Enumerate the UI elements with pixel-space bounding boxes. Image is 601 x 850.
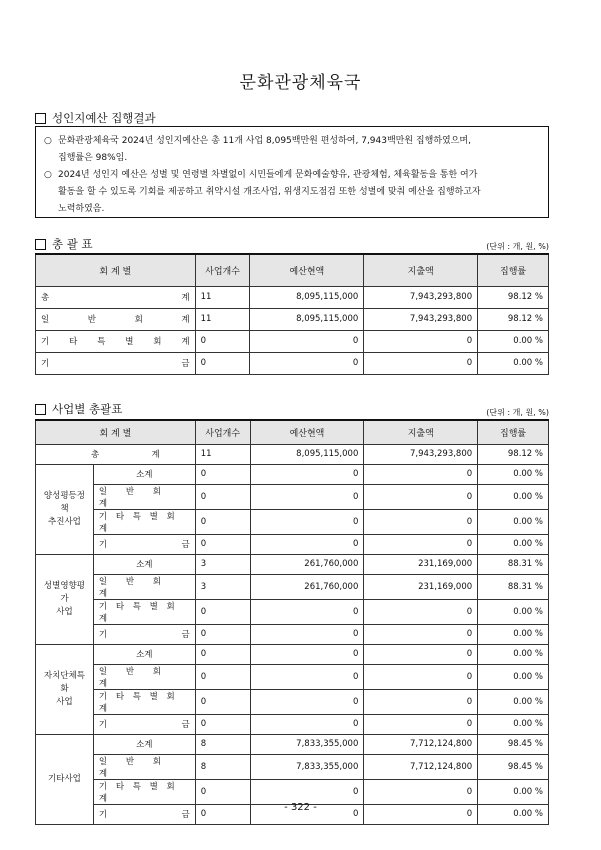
row-label: 총 계 (36, 444, 196, 464)
count-cell: 8 (195, 734, 250, 754)
budget-cell: 0 (250, 534, 364, 554)
special-account-label: 기 타 특 별 회 계 (93, 509, 195, 534)
count-cell: 0 (195, 779, 250, 804)
budget-cell: 0 (250, 804, 364, 824)
count-cell: 3 (195, 554, 250, 574)
rate-cell: 0.00 % (478, 352, 549, 374)
table-row (36, 352, 549, 374)
spent-cell: 0 (364, 779, 478, 804)
budget-cell: 0 (250, 330, 364, 352)
spent-cell: 231,169,000 (364, 574, 478, 599)
summary-item-2 (44, 167, 540, 218)
special-account-label: 기 타 특 별 회 계 (93, 689, 195, 714)
row-label: 총 계 (36, 286, 196, 308)
circle-bullet-icon: ○ (44, 136, 52, 146)
count-cell: 0 (195, 664, 250, 689)
table-row (36, 599, 549, 624)
checkbox-square-icon (35, 113, 46, 124)
col-header: 집행률 (478, 254, 549, 286)
spent-cell: 0 (364, 352, 478, 374)
budget-cell: 0 (250, 624, 364, 644)
rate-cell: 0.00 % (478, 464, 549, 484)
general-account-label: 일 반 회 계 (93, 574, 195, 599)
section-heading-by-project (35, 401, 122, 417)
page-title: 문화관광체육국 (239, 73, 362, 93)
count-cell: 8 (195, 754, 250, 779)
table-row (36, 689, 549, 714)
general-account-label: 일 반 회 계 (93, 664, 195, 689)
rate-cell: 0.00 % (478, 804, 549, 824)
group-name: 기타사업 (36, 734, 94, 824)
spent-cell: 0 (364, 804, 478, 824)
table-row (36, 574, 549, 599)
summary-box (35, 126, 549, 218)
rate-cell: 88.31 % (478, 574, 549, 599)
col-header: 예산현액 (250, 420, 364, 444)
special-account-label: 기 타 특 별 회 계 (93, 779, 195, 804)
general-account-label: 일 반 회 계 (93, 484, 195, 509)
table-row (36, 464, 549, 484)
rate-cell: 0.00 % (478, 624, 549, 644)
summary-item-1 (44, 133, 540, 167)
table-row (36, 286, 549, 308)
table-row (36, 330, 549, 352)
subtotal-label: 소계 (93, 464, 195, 484)
table-row (36, 554, 549, 574)
col-header: 사업개수 (195, 254, 250, 286)
row-label: 기 타 특 별 회 계 (36, 330, 196, 352)
spent-cell: 7,712,124,800 (364, 734, 478, 754)
rate-cell: 0.00 % (478, 484, 549, 509)
summary-text: 문화관광체육국 2024년 성인지예산은 총 11개 사업 8,095백만원 편성하여, 7,943백만원 집행하였으며, 집행률은 98%임. (58, 136, 471, 163)
table-row (36, 734, 549, 754)
rate-cell: 0.00 % (478, 689, 549, 714)
rate-cell: 98.12 % (478, 444, 549, 464)
rate-cell: 98.45 % (478, 754, 549, 779)
rate-cell: 0.00 % (478, 599, 549, 624)
col-header: 사업개수 (195, 420, 250, 444)
budget-cell: 7,833,355,000 (250, 734, 364, 754)
col-header: 지출액 (364, 420, 478, 444)
col-header: 회 계 별 (36, 254, 196, 286)
table-row (36, 779, 549, 804)
spent-cell: 0 (364, 330, 478, 352)
table-header-row (36, 420, 549, 444)
section-title: 사업별 총괄표 (52, 402, 123, 416)
spent-cell: 0 (364, 534, 478, 554)
count-cell: 0 (195, 534, 250, 554)
count-cell: 0 (195, 689, 250, 714)
subtotal-label: 소계 (93, 734, 195, 754)
spent-cell: 0 (364, 484, 478, 509)
table-row (36, 754, 549, 779)
special-account-label: 기 타 특 별 회 계 (93, 599, 195, 624)
col-header: 집행률 (478, 420, 549, 444)
rate-cell: 98.12 % (478, 286, 549, 308)
table-row (36, 484, 549, 509)
section-heading-summary (35, 110, 156, 126)
spent-cell: 0 (364, 509, 478, 534)
rate-cell: 0.00 % (478, 664, 549, 689)
fund-label: 기 금 (93, 624, 195, 644)
count-cell: 0 (195, 330, 250, 352)
count-cell: 0 (195, 644, 250, 664)
fund-label: 기 금 (93, 804, 195, 824)
summary-text: 2024년 성인지 예산은 성별 및 연령별 차별없이 시민들에게 문화예술향유, 관광체험, 체육활동을 통한 여가 활동을 할 수 있도록 기회를 제공하고 취약시설 개조사업, 위생지도점검 또한 성별에 맞춰 예산을 집행하고자 노력하였음. (58, 170, 481, 214)
budget-cell: 0 (250, 779, 364, 804)
count-cell: 0 (195, 624, 250, 644)
count-cell: 0 (195, 352, 250, 374)
count-cell: 0 (195, 509, 250, 534)
table-row (36, 534, 549, 554)
rate-cell: 0.00 % (478, 330, 549, 352)
spent-cell: 0 (364, 664, 478, 689)
by-project-table (35, 419, 549, 825)
budget-cell: 0 (250, 464, 364, 484)
count-cell: 0 (195, 804, 250, 824)
count-cell: 0 (195, 464, 250, 484)
count-cell: 0 (195, 484, 250, 509)
budget-cell: 7,833,355,000 (250, 754, 364, 779)
budget-cell: 261,760,000 (250, 554, 364, 574)
count-cell: 11 (195, 444, 250, 464)
rate-cell: 0.00 % (478, 509, 549, 534)
overview-table (35, 253, 549, 375)
budget-cell: 0 (250, 599, 364, 624)
row-label: 기 금 (36, 352, 196, 374)
table-header-row (36, 254, 549, 286)
spent-cell: 7,943,293,800 (364, 286, 478, 308)
unit-label: (단위 : 개, 원, %) (486, 408, 549, 417)
table-row (36, 644, 549, 664)
table-row (36, 664, 549, 689)
general-account-label: 일 반 회 계 (93, 754, 195, 779)
col-header: 회 계 별 (36, 420, 196, 444)
count-cell: 0 (195, 714, 250, 734)
rate-cell: 0.00 % (478, 644, 549, 664)
group-name: 양성평등정책 추진사업 (36, 464, 94, 554)
budget-cell: 0 (250, 352, 364, 374)
spent-cell: 0 (364, 689, 478, 714)
checkbox-square-icon (35, 404, 46, 415)
subtotal-label: 소계 (93, 644, 195, 664)
rate-cell: 0.00 % (478, 714, 549, 734)
col-header: 지출액 (364, 254, 478, 286)
circle-bullet-icon: ○ (44, 170, 52, 180)
rate-cell: 98.12 % (478, 308, 549, 330)
spent-cell: 7,712,124,800 (364, 754, 478, 779)
count-cell: 3 (195, 574, 250, 599)
rate-cell: 0.00 % (478, 534, 549, 554)
checkbox-square-icon (35, 239, 46, 250)
table-row (36, 308, 549, 330)
budget-cell: 8,095,115,000 (250, 444, 364, 464)
section-title: 성인지예산 집행결과 (52, 111, 156, 125)
count-cell: 0 (195, 599, 250, 624)
spent-cell: 0 (364, 464, 478, 484)
col-header: 예산현액 (250, 254, 364, 286)
table-row (36, 624, 549, 644)
group-name: 자치단체특화 사업 (36, 644, 94, 734)
spent-cell: 0 (364, 624, 478, 644)
count-cell: 11 (195, 286, 250, 308)
budget-cell: 0 (250, 484, 364, 509)
budget-cell: 0 (250, 689, 364, 714)
budget-cell: 8,095,115,000 (250, 286, 364, 308)
section-title: 총 괄 표 (52, 237, 93, 251)
rate-cell: 88.31 % (478, 554, 549, 574)
subtotal-label: 소계 (93, 554, 195, 574)
budget-cell: 0 (250, 509, 364, 534)
budget-cell: 0 (250, 664, 364, 689)
spent-cell: 7,943,293,800 (364, 444, 478, 464)
fund-label: 기 금 (93, 534, 195, 554)
count-cell: 11 (195, 308, 250, 330)
table-row (36, 714, 549, 734)
row-label: 일 반 회 계 (36, 308, 196, 330)
unit-label: (단위 : 개, 원, %) (486, 242, 549, 251)
budget-cell: 0 (250, 714, 364, 734)
spent-cell: 0 (364, 599, 478, 624)
spent-cell: 0 (364, 714, 478, 734)
total-row (36, 444, 549, 464)
rate-cell: 0.00 % (478, 779, 549, 804)
page-number: - 322 - (284, 802, 317, 813)
spent-cell: 231,169,000 (364, 554, 478, 574)
budget-cell: 0 (250, 644, 364, 664)
spent-cell: 0 (364, 644, 478, 664)
spent-cell: 7,943,293,800 (364, 308, 478, 330)
fund-label: 기 금 (93, 714, 195, 734)
rate-cell: 98.45 % (478, 734, 549, 754)
group-name: 성별영향평가 사업 (36, 554, 94, 644)
budget-cell: 261,760,000 (250, 574, 364, 599)
budget-cell: 8,095,115,000 (250, 308, 364, 330)
section-heading-overview (35, 236, 93, 252)
table-row (36, 509, 549, 534)
